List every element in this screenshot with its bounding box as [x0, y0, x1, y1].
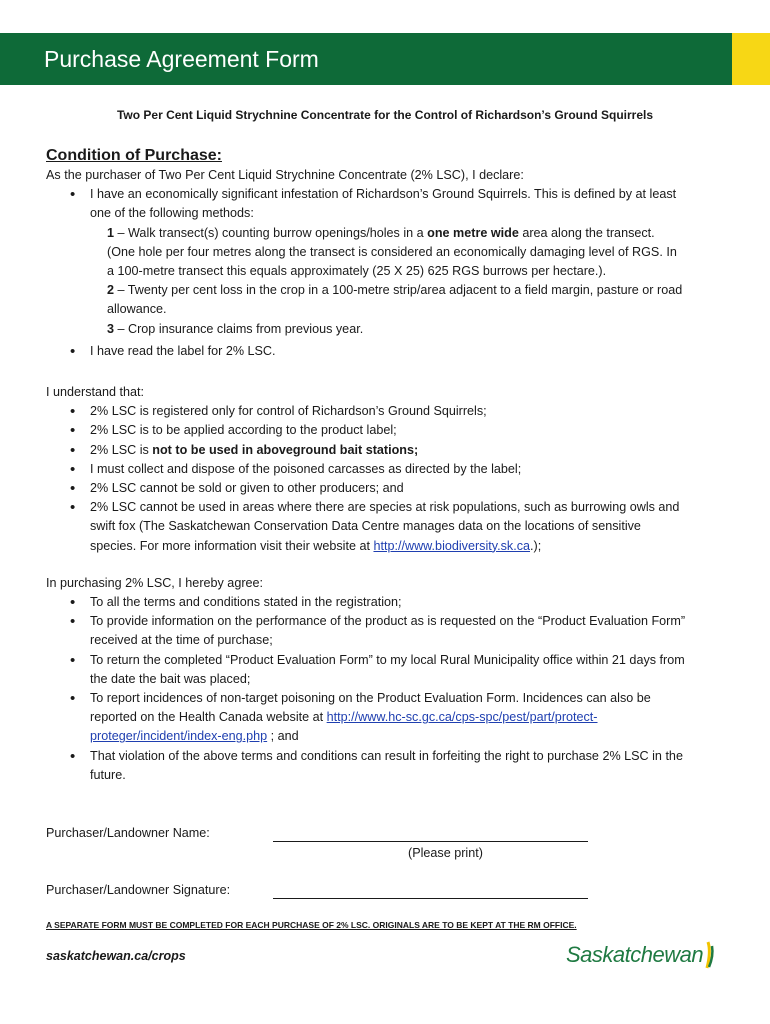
saskatchewan-logo	[566, 940, 726, 972]
list-item: • 2% LSC is to be applied according to the product label;	[90, 421, 686, 440]
list-item: • I must collect and dispose of the poisoned carcasses as directed by the label;	[90, 460, 686, 479]
condition-heading: Condition of Purchase:	[46, 147, 222, 164]
list-item: • To provide information on the performance of the product as is requested on the “Product Evaluation Form” received at the time of purchase;	[90, 612, 686, 650]
method-3: 3 – Crop insurance claims from previous year.	[107, 321, 364, 336]
method-2: 2 – Twenty per cent loss in the crop in a 100-metre strip/area adjacent to a field margin, pasture or road allowance.	[107, 283, 683, 317]
footer-url[interactable]: saskatchewan.ca/crops	[46, 949, 186, 963]
list-item: • 2% LSC cannot be used in areas where there are species at risk populations, such as burrowing owls and swift fox (The Saskatchewan Conservation Data Centre manages data on the locations of sensitive species. For more information visit their website at http://www.biodiversity.sk.ca.);	[90, 498, 686, 556]
health-canada-link[interactable]: http://www.hc-sc.gc.ca/cps-spc/pest/part/protect-proteger/incident/index-eng.php	[90, 710, 598, 744]
header-yellow-accent	[732, 33, 770, 85]
wheat-icon	[699, 940, 717, 970]
list-item: • That violation of the above terms and conditions can result in forfeiting the right to purchase 2% LSC in the future.	[90, 747, 686, 785]
condition-intro: As the purchaser of Two Per Cent Liquid Strychnine Concentrate (2% LSC), I declare:	[46, 168, 524, 182]
agree-intro: In purchasing 2% LSC, I hereby agree:	[46, 575, 264, 590]
list-item: • To all the terms and conditions stated in the registration;	[90, 593, 686, 612]
name-label: Purchaser/Landowner Name:	[46, 826, 210, 840]
biodiversity-link[interactable]: http://www.biodiversity.sk.ca	[373, 538, 531, 553]
list-item: • 2% LSC cannot be sold or given to other producers; and	[90, 479, 686, 498]
list-item	[90, 185, 686, 339]
print-note: (Please print)	[408, 846, 483, 860]
signature-label: Purchaser/Landowner Signature:	[46, 883, 231, 897]
logo-wordmark: Saskatchewan	[566, 942, 704, 967]
condition-bullet-1: I have an economically significant infestation of Richardson’s Ground Squirrels. This is defined by at least one of the following methods:	[90, 187, 677, 221]
list-item	[90, 342, 686, 361]
agree-list	[46, 593, 686, 785]
list-item: • To report incidences of non-target poisoning on the Product Evaluation Form. Incidences can also be reported on the Health Canada website at http://www.hc-sc.gc.ca/cps-spc/pest/part/protect-proteger/incident/index-eng.php ; and	[90, 689, 686, 747]
separate-form-notice: A SEPARATE FORM MUST BE COMPLETED FOR EACH PURCHASE OF 2% LSC. ORIGINALS ARE TO BE KEPT AT THE RM OFFICE.	[46, 920, 577, 930]
name-field[interactable]	[273, 826, 588, 842]
condition-list	[46, 185, 686, 361]
condition-bullet-2: I have read the label for 2% LSC.	[90, 343, 276, 358]
signature-field[interactable]	[273, 883, 588, 899]
form-body	[46, 144, 686, 785]
list-item: • 2% LSC is not to be used in aboveground bait stations;	[90, 441, 686, 460]
understand-intro: I understand that:	[46, 385, 145, 400]
header-banner	[0, 33, 770, 85]
understand-list	[46, 402, 686, 556]
page-title: Purchase Agreement Form	[44, 46, 319, 72]
list-item: • To return the completed “Product Evaluation Form” to my local Rural Municipality office within 21 days from the date the bait was placed;	[90, 651, 686, 689]
method-1: 1 – Walk transect(s) counting burrow openings/holes in a one metre wide area along the transect. (One hole per four metres along the transect is considered an economically damaging level of RGS. In a 100-metre transect this equals approximately (25 X 25) 625 RGS burrows per hectare.).	[107, 225, 677, 279]
list-item: • 2% LSC is registered only for control of Richardson’s Ground Squirrels;	[90, 402, 686, 421]
form-subtitle: Two Per Cent Liquid Strychnine Concentrate for the Control of Richardson’s Ground Squirrels	[116, 108, 654, 122]
